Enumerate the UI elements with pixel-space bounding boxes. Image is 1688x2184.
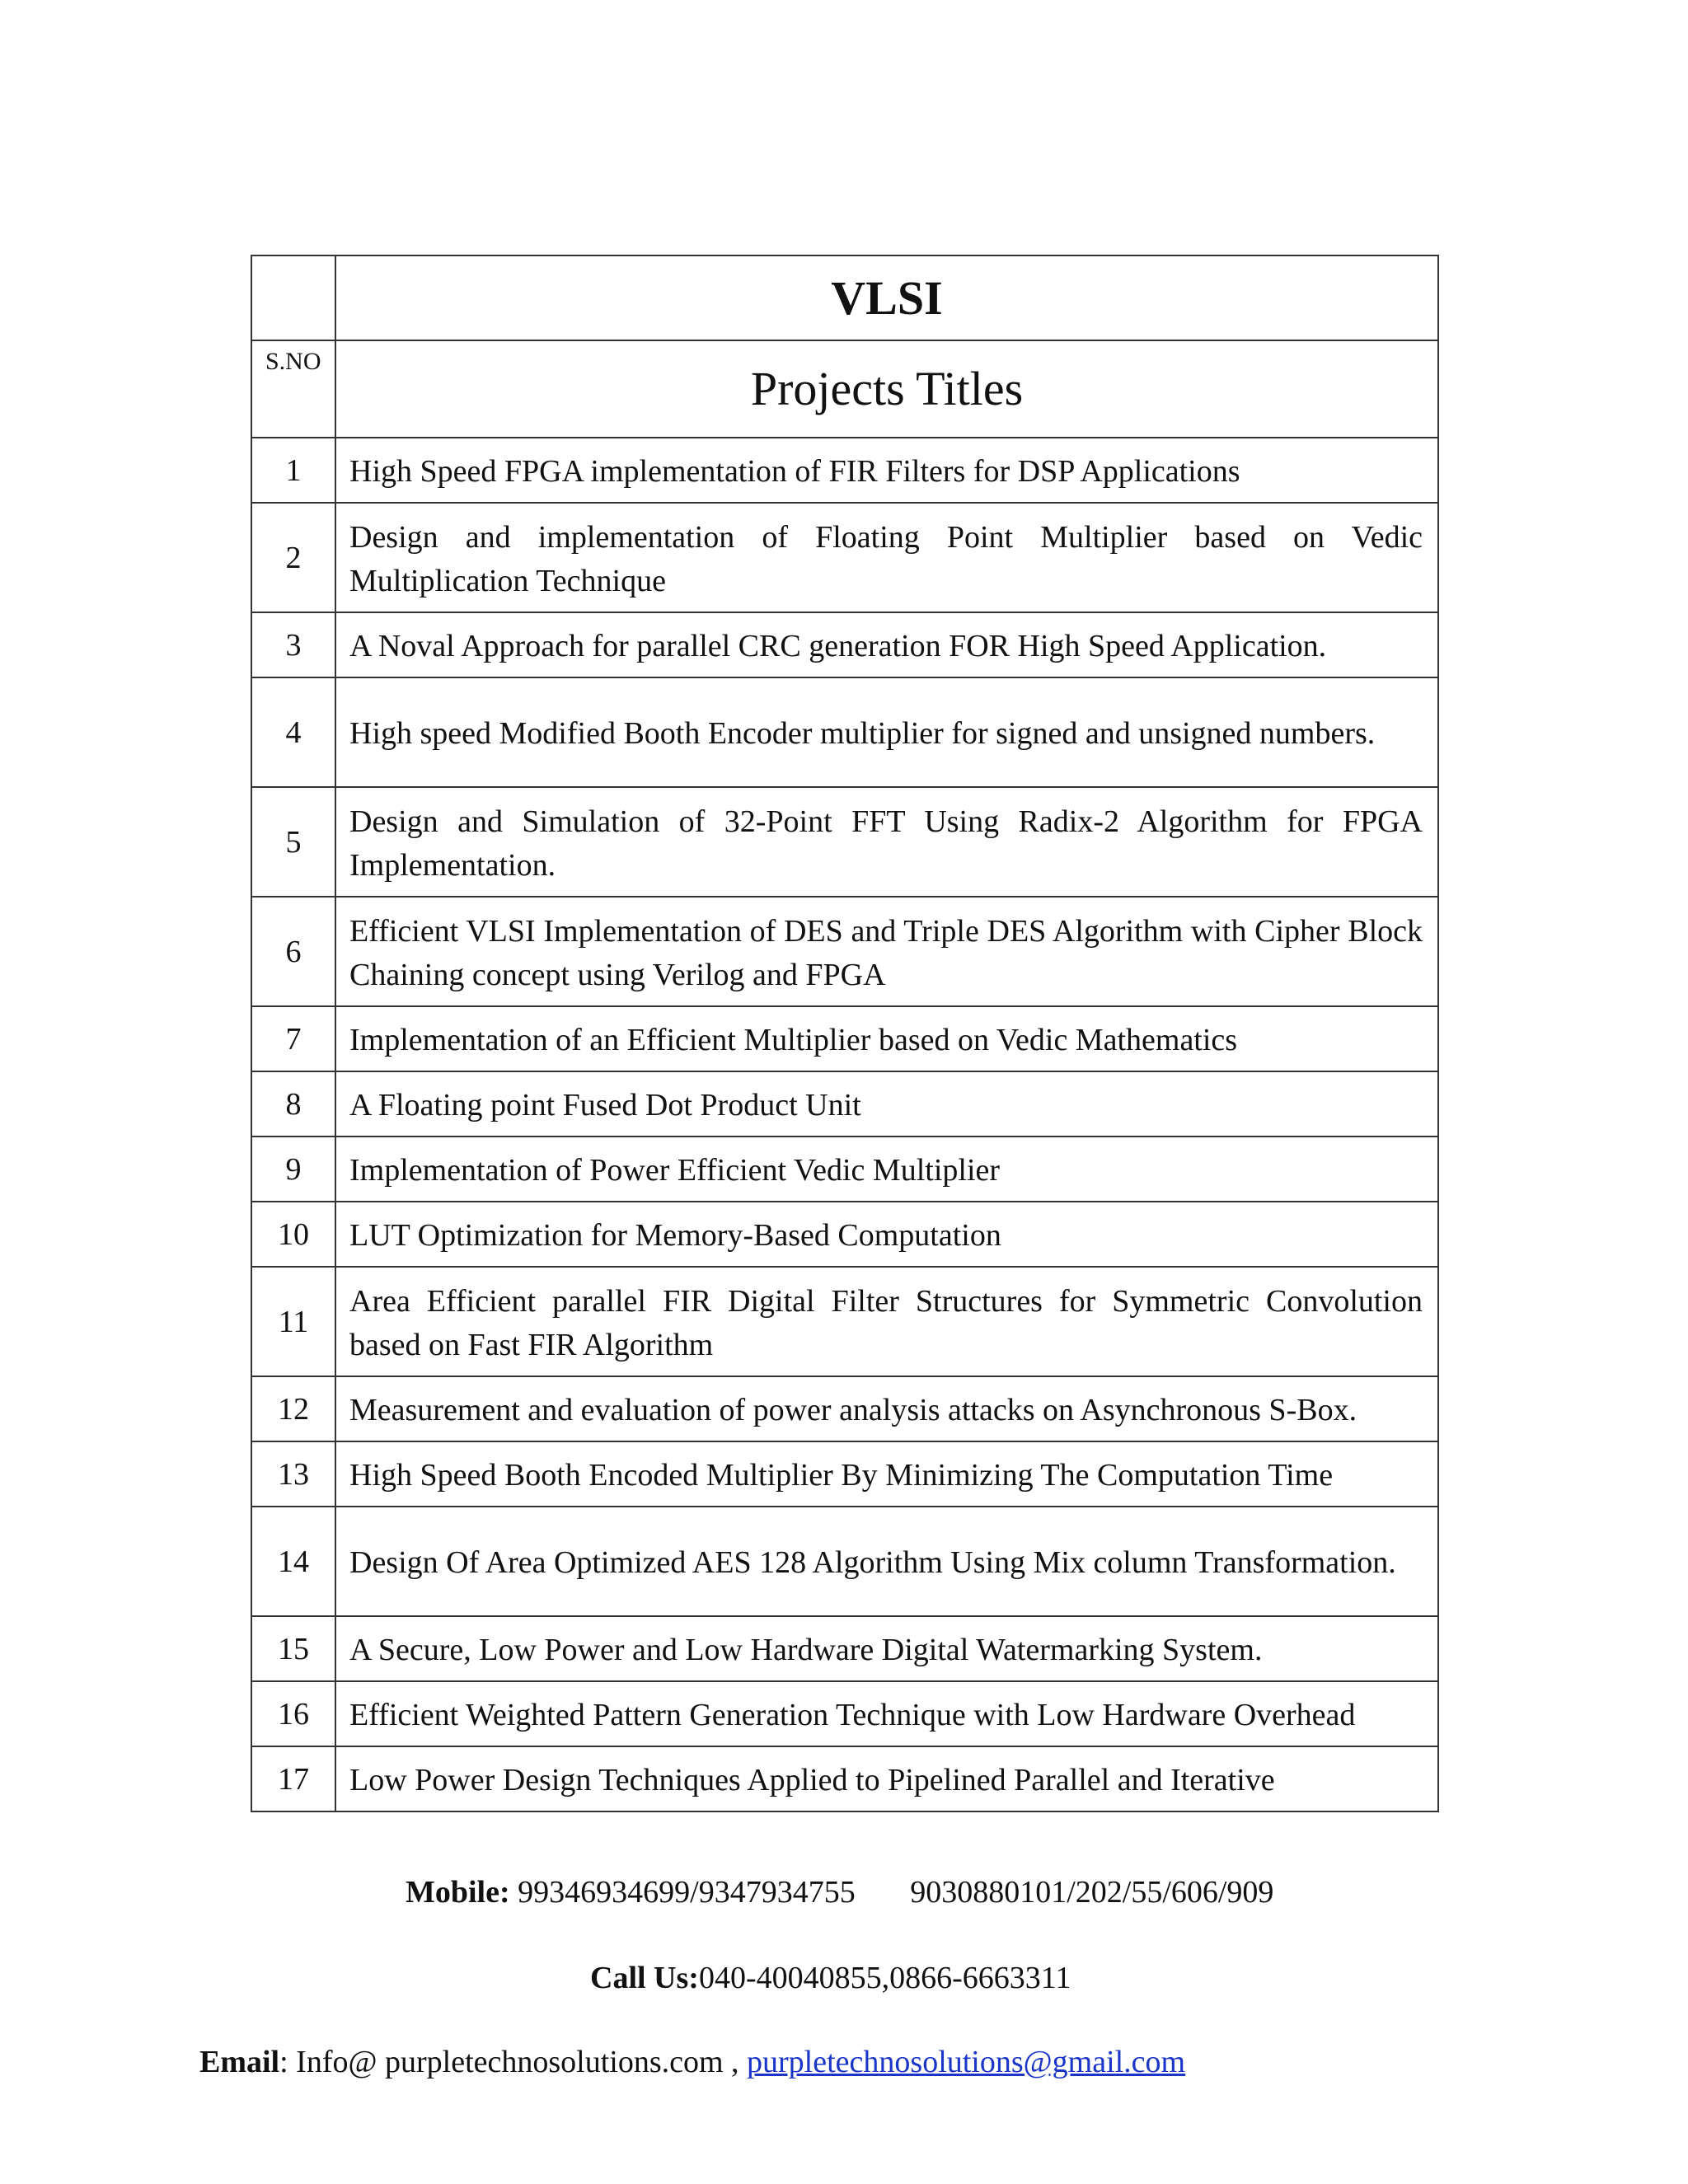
- project-title: LUT Optimization for Memory-Based Computation: [335, 1202, 1438, 1267]
- row-number: 7: [251, 1006, 335, 1071]
- project-title: Area Efficient parallel FIR Digital Filter Structures for Symmetric Convolution based on Fast FIR Algorithm: [335, 1267, 1438, 1376]
- table-row: [251, 1071, 1438, 1137]
- row-number: 17: [251, 1746, 335, 1811]
- titles-column-header: Projects Titles: [335, 340, 1438, 438]
- row-number: 15: [251, 1616, 335, 1681]
- project-title: High Speed Booth Encoded Multiplier By Minimizing The Computation Time: [335, 1441, 1438, 1507]
- table-row: [251, 1441, 1438, 1507]
- row-number: 1: [251, 438, 335, 503]
- table-row: [251, 438, 1438, 503]
- project-title: Implementation of an Efficient Multiplier based on Vedic Mathematics: [335, 1006, 1438, 1071]
- table-row: [251, 1006, 1438, 1071]
- project-title: Design and implementation of Floating Point Multiplier based on Vedic Multiplication Technique: [335, 503, 1438, 612]
- heading-empty-cell: [251, 255, 335, 340]
- row-number: 11: [251, 1267, 335, 1376]
- row-number: 3: [251, 612, 335, 677]
- table-heading-row: [251, 255, 1438, 340]
- table-row: [251, 612, 1438, 677]
- sno-column-header: S.NO: [251, 340, 335, 438]
- row-number: 6: [251, 897, 335, 1006]
- project-title: A Floating point Fused Dot Product Unit: [335, 1071, 1438, 1137]
- table-heading: VLSI: [335, 255, 1438, 340]
- table-row: [251, 787, 1438, 897]
- email-link[interactable]: purpletechnosolutions@gmail.com: [747, 2045, 1186, 2079]
- table-row: [251, 1137, 1438, 1202]
- project-title: Measurement and evaluation of power analysis attacks on Asynchronous S-Box.: [335, 1376, 1438, 1441]
- project-title: A Secure, Low Power and Low Hardware Digital Watermarking System.: [335, 1616, 1438, 1681]
- table-row: [251, 1746, 1438, 1811]
- project-title: Low Power Design Techniques Applied to Pipelined Parallel and Iterative: [335, 1746, 1438, 1811]
- row-number: 8: [251, 1071, 335, 1137]
- row-number: 9: [251, 1137, 335, 1202]
- project-title: Design and Simulation of 32-Point FFT Using Radix-2 Algorithm for FPGA Implementation.: [335, 787, 1438, 897]
- project-title: High speed Modified Booth Encoder multiplier for signed and unsigned numbers.: [335, 677, 1438, 787]
- project-title: A Noval Approach for parallel CRC generation FOR High Speed Application.: [335, 612, 1438, 677]
- table-row: [251, 1681, 1438, 1746]
- footer-email: [199, 2044, 1185, 2080]
- table-row: [251, 897, 1438, 1006]
- footer-call: [590, 1960, 1071, 1996]
- table-row: [251, 1267, 1438, 1376]
- projects-table: [251, 255, 1439, 1812]
- row-number: 16: [251, 1681, 335, 1746]
- call-label: Call Us:: [590, 1961, 699, 1995]
- row-number: 13: [251, 1441, 335, 1507]
- row-number: 12: [251, 1376, 335, 1441]
- project-title: High Speed FPGA implementation of FIR Filters for DSP Applications: [335, 438, 1438, 503]
- project-title: Efficient VLSI Implementation of DES and Triple DES Algorithm with Cipher Block Chaining concept using Verilog and FPGA: [335, 897, 1438, 1006]
- project-title: Design Of Area Optimized AES 128 Algorithm Using Mix column Transformation.: [335, 1507, 1438, 1616]
- row-number: 4: [251, 677, 335, 787]
- row-number: 2: [251, 503, 335, 612]
- row-number: 5: [251, 787, 335, 897]
- table-row: [251, 677, 1438, 787]
- mobile-numbers: 99346934699/9347934755 9030880101/202/55/606/909: [509, 1875, 1274, 1910]
- table-row: [251, 1616, 1438, 1681]
- table-row: [251, 503, 1438, 612]
- table-header-row: [251, 340, 1438, 438]
- email-text: : Info@ purpletechnosolutions.com ,: [279, 2045, 748, 2079]
- table-row: [251, 1202, 1438, 1267]
- footer-mobile: [406, 1874, 1273, 1910]
- email-label: Email: [199, 2045, 280, 2079]
- row-number: 14: [251, 1507, 335, 1616]
- row-number: 10: [251, 1202, 335, 1267]
- project-title: Efficient Weighted Pattern Generation Technique with Low Hardware Overhead: [335, 1681, 1438, 1746]
- table-row: [251, 1376, 1438, 1441]
- project-title: Implementation of Power Efficient Vedic Multiplier: [335, 1137, 1438, 1202]
- table-row: [251, 1507, 1438, 1616]
- mobile-label: Mobile:: [406, 1875, 510, 1910]
- call-numbers: 040-40040855,0866-6663311: [698, 1961, 1071, 1995]
